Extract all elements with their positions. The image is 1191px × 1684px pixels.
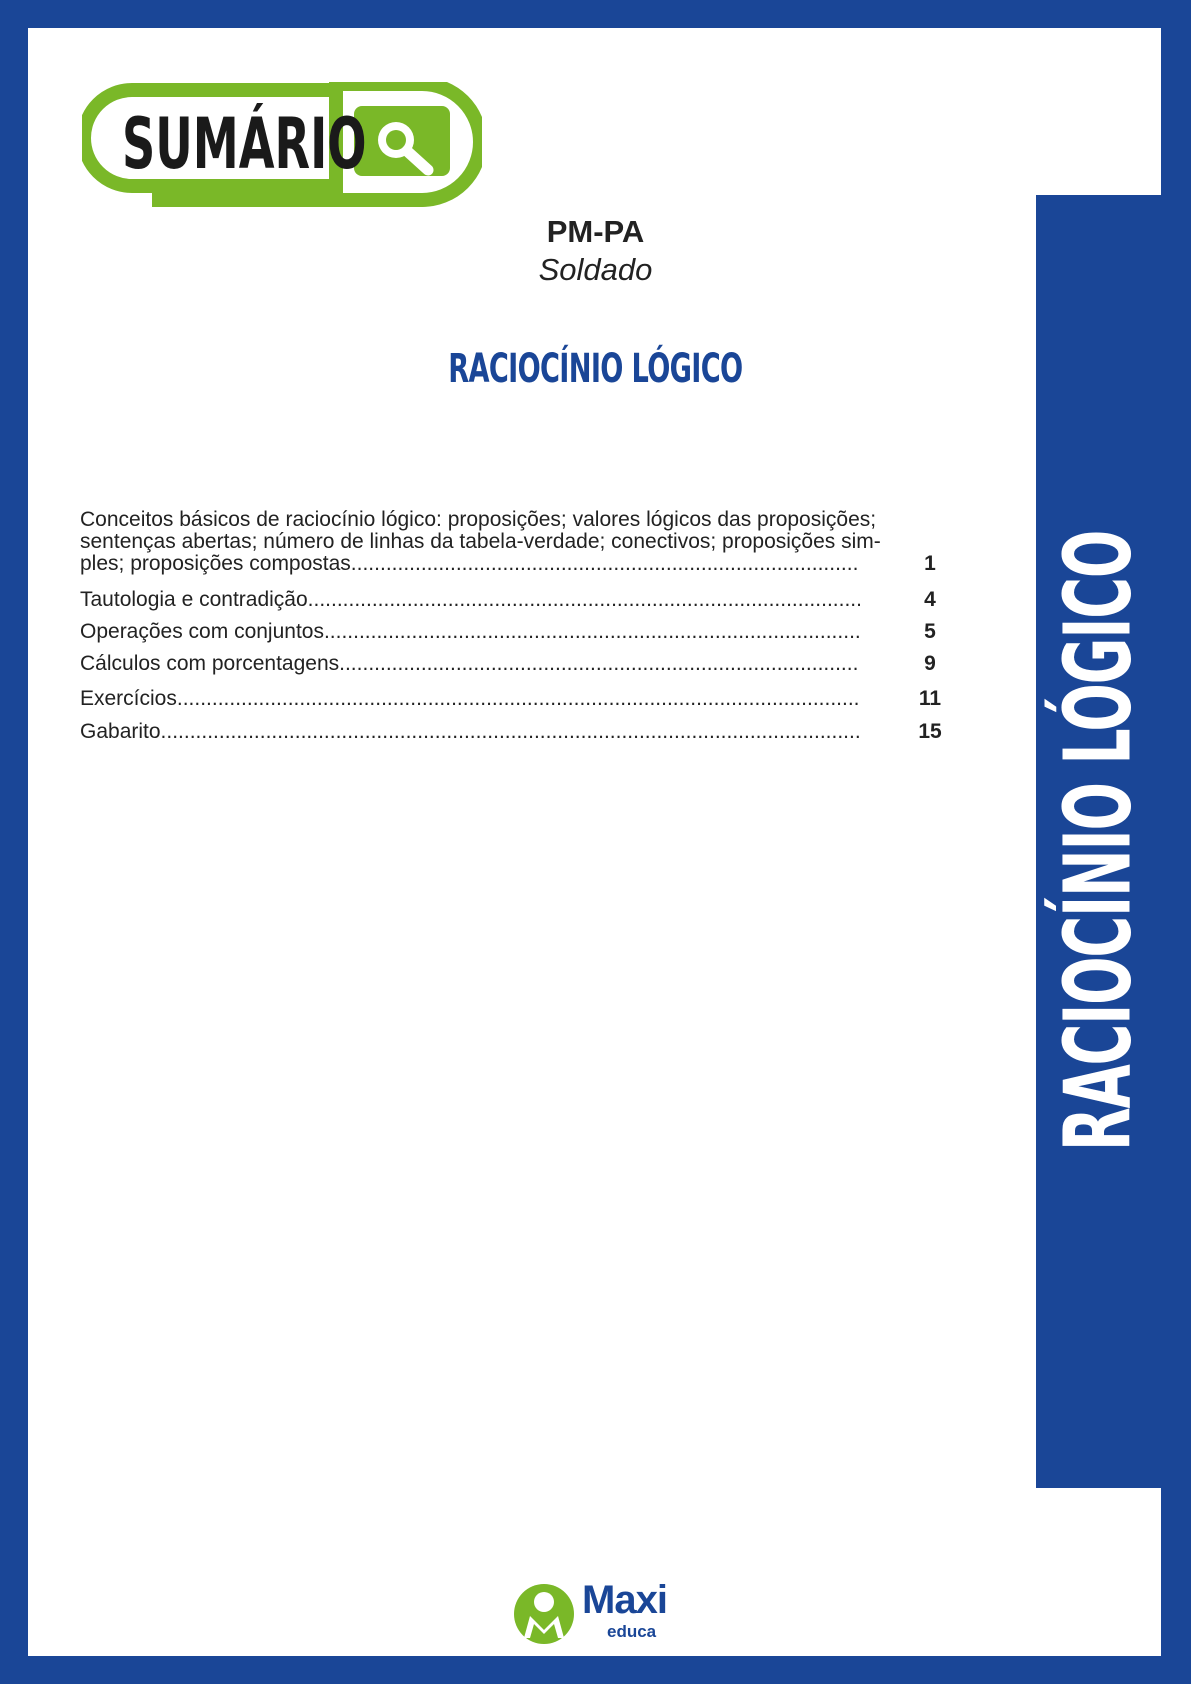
table-of-contents xyxy=(80,508,960,743)
toc-item-label: Cálculos com porcentagens xyxy=(80,652,340,675)
toc-page-number: 15 xyxy=(918,720,942,743)
toc-item[interactable] xyxy=(80,621,960,643)
toc-item-label: Exercícios xyxy=(80,687,177,710)
toc-page-number: 11 xyxy=(918,687,942,710)
toc-leader xyxy=(339,653,860,675)
toc-page-number: 4 xyxy=(924,588,936,611)
toc-leader xyxy=(330,621,860,643)
toc-item[interactable] xyxy=(80,688,960,710)
maxi-wordmark: Maxi xyxy=(582,1578,667,1622)
role-subtitle: Soldado xyxy=(538,252,653,287)
toc-page-number: 5 xyxy=(924,620,936,643)
maxi-educa-logo xyxy=(510,1578,685,1646)
toc-leader xyxy=(161,721,860,743)
maxi-mascot-icon xyxy=(510,1578,580,1646)
toc-item-label: Gabarito xyxy=(80,720,161,743)
toc-item-text: sentenças abertas; número de linhas da tabela-verdade; conectivos; proposições sim- xyxy=(80,530,881,553)
sumario-logo-text: SUMÁRIO xyxy=(122,103,367,185)
toc-item[interactable] xyxy=(80,721,960,743)
side-title: RACIOCÍNIO LÓGICO xyxy=(1044,530,1152,1152)
sumario-logo xyxy=(82,82,482,208)
toc-item[interactable] xyxy=(80,653,960,675)
toc-leader xyxy=(308,589,860,611)
toc-page-number: 1 xyxy=(924,552,936,575)
toc-leader xyxy=(357,553,860,575)
toc-item-label: Operações com conjuntos. xyxy=(80,620,330,643)
subject-title: RACIOCÍNIO LÓGICO xyxy=(448,346,743,392)
organization-title: PM-PA xyxy=(546,214,645,249)
toc-item-label: Tautologia e contradição xyxy=(80,588,308,611)
toc-leader xyxy=(177,688,860,710)
toc-item-text: Conceitos básicos de raciocínio lógico: proposições; valores lógicos das proposições; xyxy=(80,508,877,531)
maxi-sub-wordmark: educa xyxy=(607,1622,657,1641)
toc-item[interactable] xyxy=(80,589,960,611)
toc-item-label: ples; proposições compostas. xyxy=(80,552,357,575)
toc-page-number: 9 xyxy=(924,652,936,675)
toc-item[interactable] xyxy=(80,509,960,579)
